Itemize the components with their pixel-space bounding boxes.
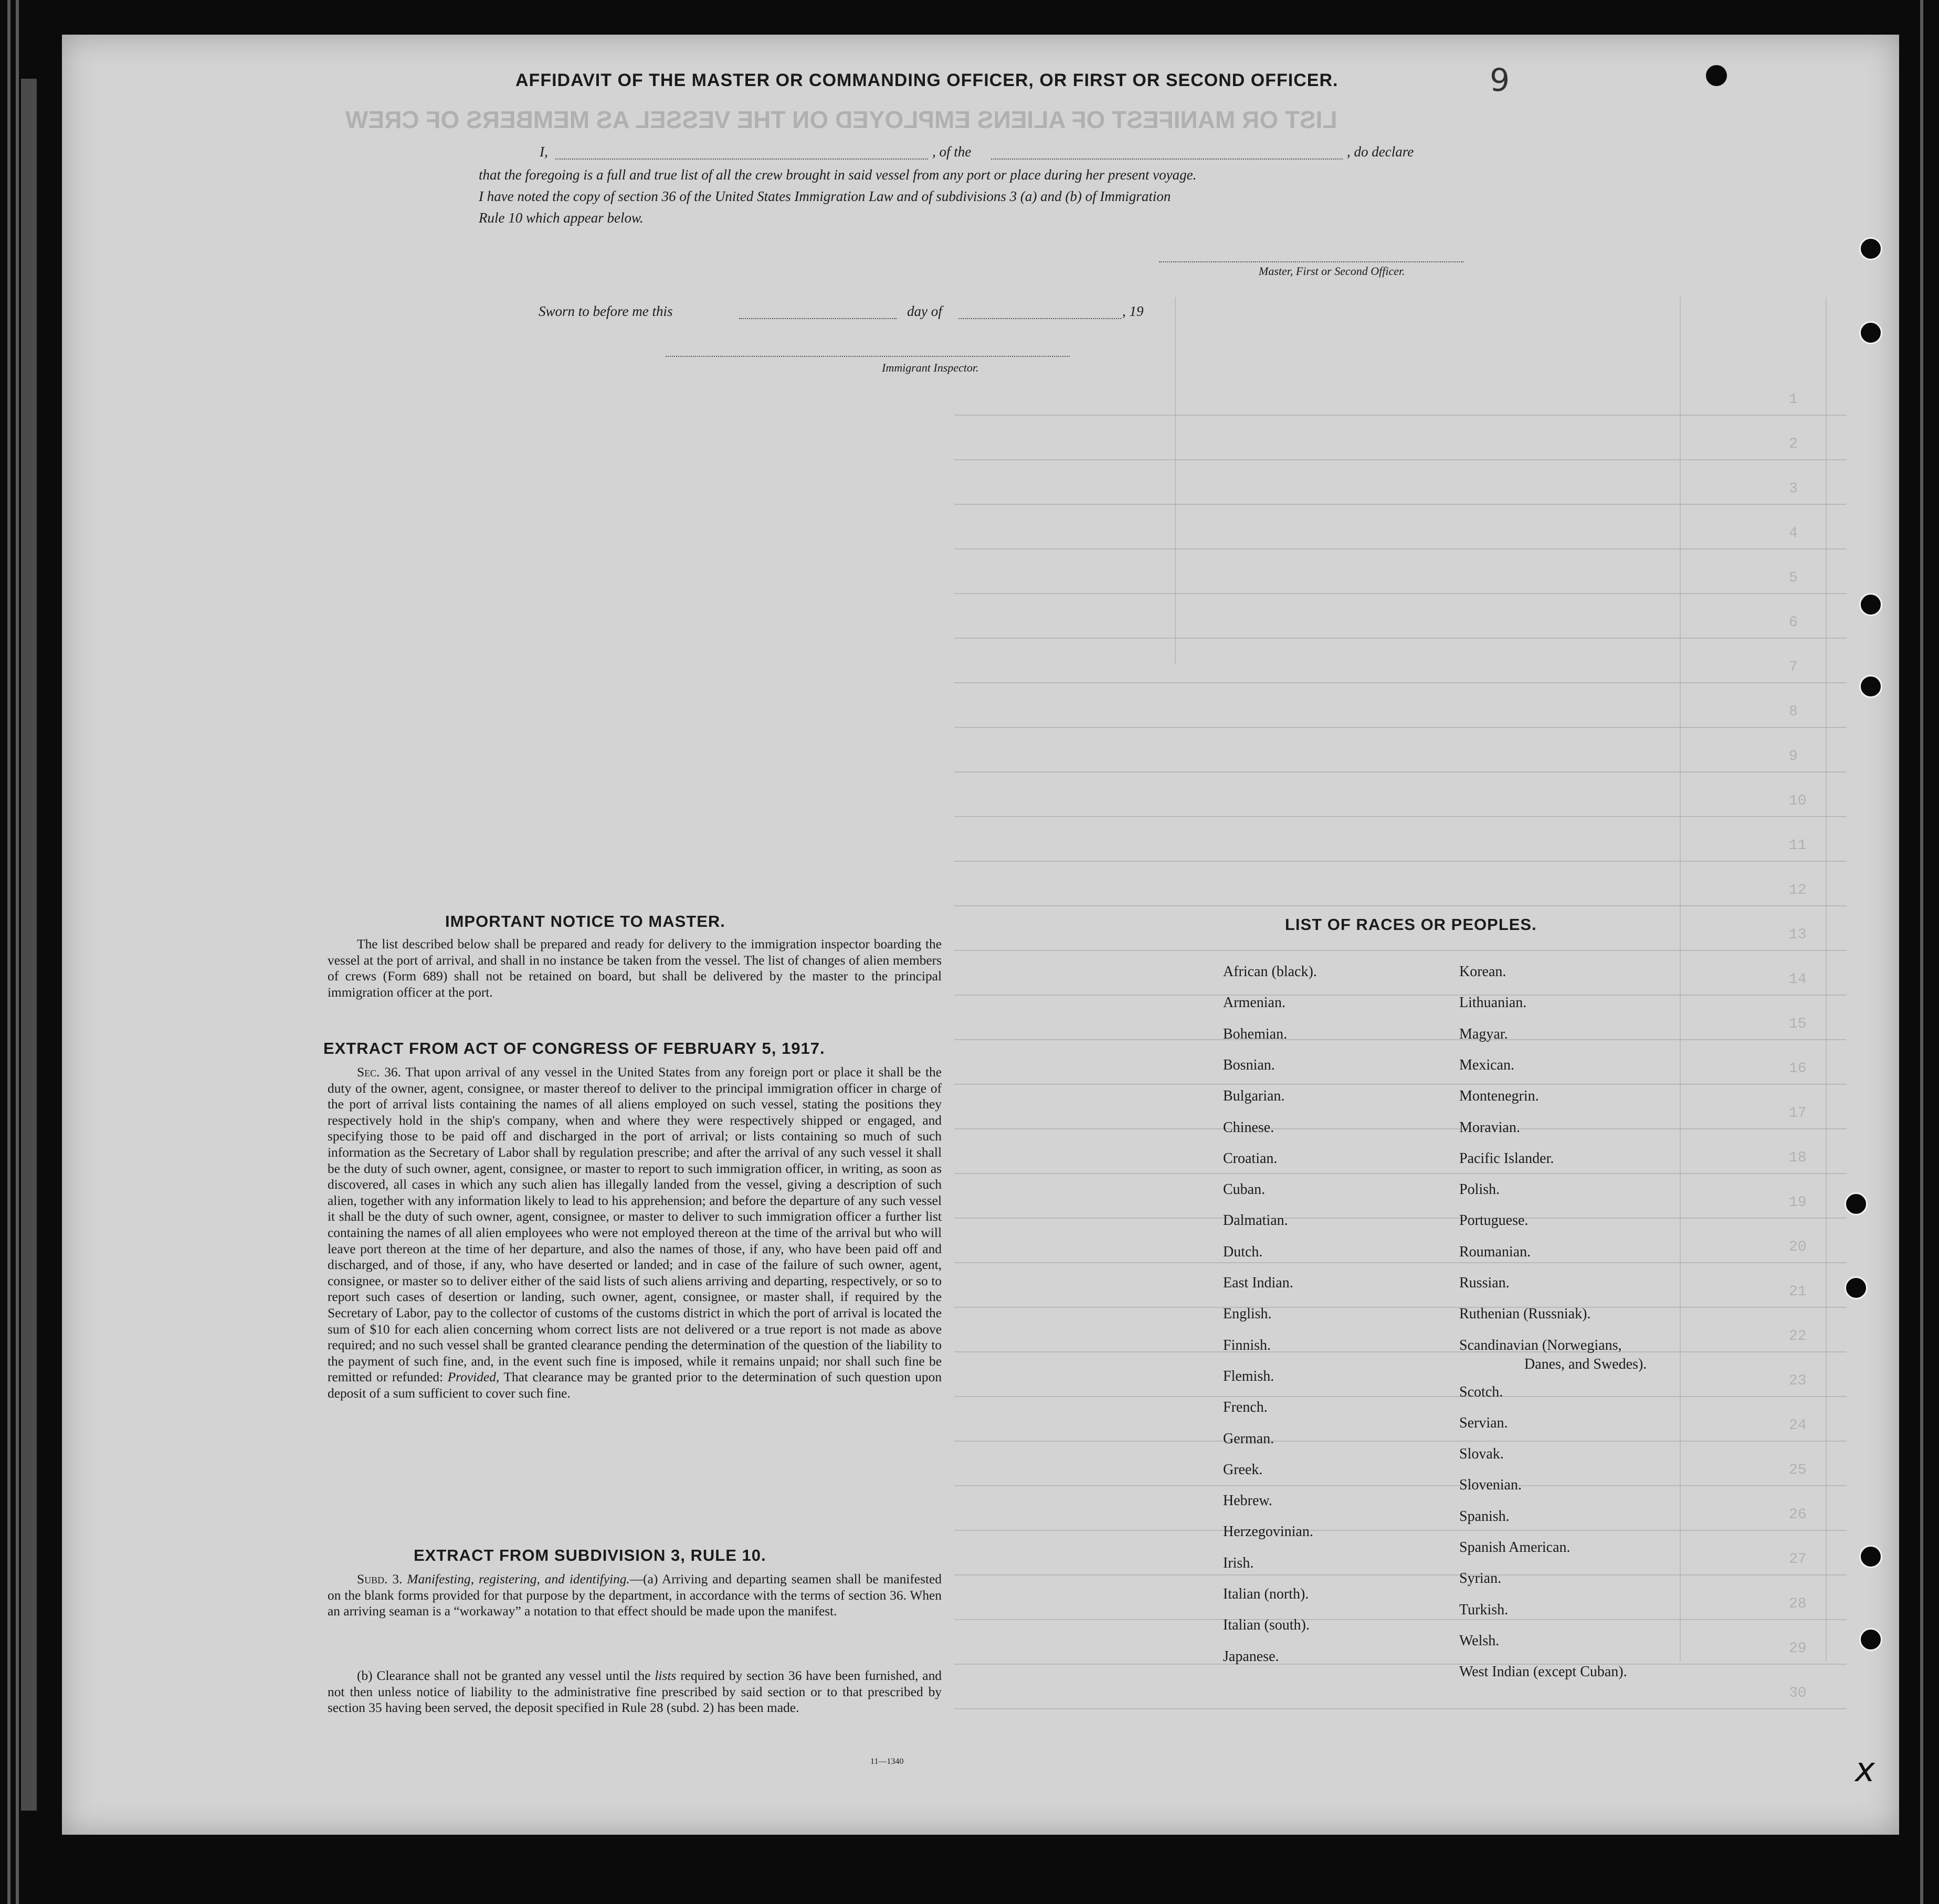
- bleed-through-rule: [954, 548, 1847, 549]
- manifest-page: [62, 35, 1899, 1835]
- bleed-through-row-number: 6: [1789, 615, 1798, 631]
- subdivision-b-text-end: required by section 36 have been furnished, and not then unless notice of liability to the administrative fine prescribed by said section or to that prescribed by section 35 having been served, the deposit specified in Rule 28 (subd. 2) has been made.: [328, 1668, 942, 1716]
- race-item: Irish.: [1223, 1554, 1254, 1571]
- bleed-through-row-number: 26: [1789, 1507, 1807, 1523]
- bleed-through-row-number: 20: [1789, 1239, 1807, 1255]
- bleed-through-row-number: 30: [1789, 1685, 1807, 1701]
- race-item: Bulgarian.: [1223, 1088, 1285, 1105]
- race-item: Scandinavian (Norwegians,: [1459, 1337, 1622, 1353]
- rule-extract-text-b: [328, 1668, 942, 1716]
- race-item: German.: [1223, 1430, 1274, 1447]
- race-item: Ruthenian (Russniak).: [1459, 1306, 1591, 1323]
- bleed-through-rule: [954, 1619, 1847, 1620]
- provided-label: Provided,: [447, 1370, 500, 1385]
- binder-hole: [1859, 237, 1882, 260]
- affidavit-line4: Rule 10 which appear below.: [479, 210, 644, 226]
- binder-hole: [1845, 1192, 1868, 1215]
- bleed-through-title: LIST OR MANIFEST OF ALIENS EMPLOYED ON THE VESSEL AS MEMBERS OF CREW: [345, 106, 1337, 133]
- bleed-through-row-number: 18: [1789, 1150, 1807, 1166]
- bleed-through-rule: [954, 1664, 1847, 1665]
- inspector-signature-label: Immigrant Inspector.: [882, 361, 979, 374]
- form-number: 11—1340: [870, 1757, 904, 1766]
- bleed-through-rule: [954, 905, 1847, 906]
- bleed-through-row-number: 28: [1789, 1596, 1807, 1612]
- punch-mark-icon: [1706, 65, 1727, 86]
- bleed-through-row-number: 5: [1789, 570, 1798, 586]
- sworn-month-field[interactable]: [958, 318, 1121, 319]
- bleed-through-row-number: 27: [1789, 1551, 1807, 1568]
- bleed-through-rule: [954, 816, 1847, 817]
- race-item: Japanese.: [1223, 1648, 1279, 1665]
- race-item: Portuguese.: [1459, 1212, 1529, 1229]
- bleed-through-rule: [954, 504, 1847, 505]
- bleed-through-rule: [954, 1128, 1847, 1129]
- race-item: Lithuanian.: [1459, 995, 1527, 1011]
- race-item: Moravian.: [1459, 1119, 1520, 1136]
- affidavit-line3: I have noted the copy of section 36 of the United States Immigration Law and of subdivisions 3 (a) and (b) of Immigration: [479, 188, 1171, 204]
- race-item: Mexican.: [1459, 1056, 1514, 1073]
- race-item: English.: [1223, 1306, 1272, 1323]
- section-36-text: That upon arrival of any vessel in the United States from any foreign port or place it shall be the duty of the owner, agent, consignee, or master thereof to deliver to the principal immigration officer in charge of the port of arrival lists containing the names of all aliens employed on such vessel, stating the positions they respectively hold in the ship's company, when and where they were respectively shipped or engaged, and specifying those to be paid off and discharged in the port of arrival; or lists containing so much of such information as the Secretary of Labor shall by regulation prescribe; and after the arrival of any such vessel it shall be the duty of such owner, agent, consignee, or master to report to such immigration officer, in writing, as soon as discovered, all cases in which any such alien has illegally landed from the vessel, giving a description of such alien, together with any information likely to lead to his apprehension; and before the departure of any such vessel it shall be the duty of such owner, agent, consignee, or master to deliver to such immigration officer a further list containing the names of all alien employees who were not employed thereon at the time of the arrival but who will leave port thereon at the time of her departure, and also the names of those, if any, who have been paid off and discharged, and of those, if any, who have deserted or landed; and in case of the failure of such owner, agent, consignee, or master so to deliver either of the said lists of such aliens arriving and departing, respectively, or so to report such cases of desertion or landing, such owner, agent, consignee, or master shall, if required by the Secretary of Labor, pay to the collector of customs of the customs district in which the port of arrival is located the sum of $10 for each alien concerning whom correct lists are not delivered or a true report is not made as above required; and no such vessel shall be granted clearance pending the determination of the question of the liability to the payment of such fine, and, in the event such fine is imposed, while it remains unpaid; nor shall such fine be remitted or refunded:: [328, 1065, 942, 1385]
- bleed-through-rule: [954, 593, 1847, 594]
- race-item: Dalmatian.: [1223, 1212, 1288, 1229]
- race-item: Finnish.: [1223, 1337, 1271, 1353]
- bleed-through-rule: [954, 1708, 1847, 1709]
- bleed-through-column-rule: [1175, 297, 1176, 664]
- race-item: Slovenian.: [1459, 1477, 1522, 1494]
- race-item: Dutch.: [1223, 1243, 1263, 1260]
- bleed-through-row-number: 23: [1789, 1373, 1807, 1389]
- bleed-through-rule: [954, 727, 1847, 728]
- handwritten-page-number: 9: [1490, 62, 1510, 99]
- binder-hole: [1859, 1545, 1882, 1568]
- bleed-through-rule: [954, 638, 1847, 639]
- bleed-through-row-number: 10: [1789, 793, 1807, 809]
- bleed-through-rule: [954, 995, 1847, 996]
- race-item: Turkish.: [1459, 1601, 1509, 1618]
- race-item: East Indian.: [1223, 1275, 1293, 1291]
- race-item: Korean.: [1459, 964, 1506, 980]
- subdivision-label: Subd. 3.: [357, 1572, 403, 1586]
- paper-edge-shadow: [21, 79, 37, 1811]
- bleed-through-row-number: 4: [1789, 525, 1798, 542]
- bleed-through-row-number: 19: [1789, 1194, 1807, 1211]
- bleed-through-row-number: 21: [1789, 1284, 1807, 1300]
- bleed-through-rule: [954, 1485, 1847, 1486]
- bleed-through-column-rule: [1680, 297, 1681, 1662]
- bleed-through-rule: [954, 1039, 1847, 1040]
- notice-text: The list described below shall be prepared and ready for delivery to the immigration inspector boarding the vessel at the port of arrival, and shall in no instance be taken from the vessel. The list of changes of alien members of crews (Form 689) shall not be retained on board, but shall be delivered by the master to the principal immigration officer at the port.: [328, 937, 942, 1000]
- bleed-through-row-number: 16: [1789, 1061, 1807, 1077]
- race-item: Herzegovinian.: [1223, 1524, 1313, 1540]
- bleed-through-row-number: 2: [1789, 436, 1798, 452]
- bleed-through-row-number: 25: [1789, 1462, 1807, 1478]
- act-extract-text: [328, 1064, 942, 1401]
- race-item: Bohemian.: [1223, 1025, 1288, 1042]
- bleed-through-rule: [954, 1351, 1847, 1352]
- bleed-through-row-number: 17: [1789, 1105, 1807, 1122]
- bleed-through-rule: [954, 1262, 1847, 1263]
- bleed-through-rule: [954, 1218, 1847, 1219]
- subdivision-b-text: (b) Clearance shall not be granted any vessel until the: [357, 1668, 651, 1683]
- inspector-signature-field[interactable]: [666, 356, 1070, 357]
- race-item: Armenian.: [1223, 995, 1285, 1011]
- lists-italic: lists: [655, 1668, 677, 1683]
- race-item: African (black).: [1223, 964, 1317, 980]
- rule-extract-text-a: [328, 1571, 942, 1620]
- bleed-through-rule: [954, 861, 1847, 862]
- race-item: Scotch.: [1459, 1383, 1503, 1400]
- binder-hole: [1859, 321, 1882, 344]
- race-item: Chinese.: [1223, 1119, 1274, 1136]
- bleed-through-row-number: 1: [1789, 392, 1798, 408]
- bleed-through-row-number: 22: [1789, 1328, 1807, 1345]
- binder-hole: [1859, 675, 1882, 698]
- race-item: Magyar.: [1459, 1025, 1508, 1042]
- section-label: Sec. 36.: [357, 1065, 401, 1080]
- affidavit-title: AFFIDAVIT OF THE MASTER OR COMMANDING OFFICER, OR FIRST OR SECOND OFFICER.: [515, 70, 1339, 90]
- race-item: West Indian (except Cuban).: [1459, 1664, 1627, 1680]
- race-item: Italian (north).: [1223, 1586, 1309, 1602]
- rule-extract-title: EXTRACT FROM SUBDIVISION 3, RULE 10.: [414, 1546, 766, 1564]
- bleed-through-rule: [954, 459, 1847, 460]
- race-item: Greek.: [1223, 1461, 1263, 1478]
- race-item: Servian.: [1459, 1414, 1508, 1431]
- race-item: Spanish.: [1459, 1508, 1510, 1525]
- bleed-through-row-number: 9: [1789, 748, 1798, 765]
- race-item-continuation: Danes, and Swedes).: [1524, 1356, 1647, 1372]
- race-item: Italian (south).: [1223, 1617, 1310, 1634]
- bleed-through-rule: [954, 1307, 1847, 1308]
- race-item: Roumanian.: [1459, 1243, 1531, 1260]
- bleed-through-rule: [954, 771, 1847, 773]
- bleed-through-rule: [954, 1441, 1847, 1442]
- subdivision-a-text: —(a) Arriving and departing seamen shall be manifested on the blank forms provided for that purpose by the department, in accordance with the terms of section 36. When an arriving seaman is a “workaway” a notation to that effect should be made upon the manifest.: [328, 1572, 942, 1619]
- bleed-through-row-number: 29: [1789, 1641, 1807, 1657]
- affidavit-line1-end: , do declare: [1347, 144, 1414, 160]
- affidavit-line1-start: I,: [540, 144, 548, 160]
- bleed-through-row-number: 15: [1789, 1016, 1807, 1032]
- binder-hole: [1859, 1628, 1882, 1651]
- bleed-through-row-number: 11: [1789, 838, 1807, 854]
- affidavit-line1-mid: , of the: [932, 144, 972, 160]
- sworn-day-field[interactable]: [739, 318, 897, 319]
- master-signature-label: Master, First or Second Officer.: [1259, 265, 1405, 278]
- bleed-through-rule: [954, 1173, 1847, 1174]
- bleed-through-row-number: 14: [1789, 971, 1807, 988]
- sworn-text: Sworn to before me this: [539, 303, 673, 319]
- bleed-through-rule: [954, 682, 1847, 683]
- race-item: Polish.: [1459, 1181, 1500, 1198]
- bleed-through-rule: [954, 1396, 1847, 1397]
- sworn-year: , 19: [1122, 303, 1144, 319]
- sworn-day-of: day of: [907, 303, 942, 319]
- race-item: Syrian.: [1459, 1570, 1502, 1587]
- bleed-through-rule: [954, 1084, 1847, 1085]
- bleed-through-row-number: 24: [1789, 1418, 1807, 1434]
- vessel-name-field[interactable]: [991, 158, 1343, 160]
- race-item: Pacific Islander.: [1459, 1150, 1554, 1167]
- binder-hole: [1845, 1276, 1868, 1299]
- bleed-through-rule: [954, 950, 1847, 951]
- notice-title: IMPORTANT NOTICE TO MASTER.: [445, 912, 725, 930]
- race-item: Hebrew.: [1223, 1493, 1272, 1509]
- race-item: Russian.: [1459, 1275, 1510, 1291]
- bleed-through-rule: [954, 415, 1847, 416]
- bleed-through-rule: [954, 1574, 1847, 1575]
- race-item: Welsh.: [1459, 1632, 1500, 1649]
- race-item: Spanish American.: [1459, 1539, 1571, 1556]
- act-extract-title: EXTRACT FROM ACT OF CONGRESS OF FEBRUARY 5, 1917.: [323, 1039, 825, 1057]
- bleed-through-row-number: 13: [1789, 927, 1807, 943]
- binder-hole: [1859, 593, 1882, 616]
- subdivision-heading: Manifesting, registering, and identifying.: [407, 1572, 630, 1586]
- race-item: Cuban.: [1223, 1181, 1266, 1198]
- race-item: Montenegrin.: [1459, 1088, 1539, 1105]
- bleed-through-row-number: 3: [1789, 481, 1798, 497]
- bleed-through-rule: [954, 1530, 1847, 1531]
- section-36-text-end: That clearance may be granted prior to the determination of such question upon deposit of a sum sufficient to cover such fine.: [328, 1370, 942, 1401]
- handwritten-check-mark: x: [1855, 1751, 1875, 1790]
- race-item: Flemish.: [1223, 1368, 1274, 1384]
- master-signature-field[interactable]: [1159, 261, 1463, 262]
- races-title: LIST OF RACES OR PEOPLES.: [1285, 915, 1537, 934]
- race-item: Bosnian.: [1223, 1056, 1275, 1073]
- race-item: Croatian.: [1223, 1150, 1278, 1167]
- bleed-through-row-number: 8: [1789, 704, 1798, 720]
- affidavit-line2: that the foregoing is a full and true list of all the crew brought in said vessel from any port or place during her present voyage.: [479, 167, 1197, 183]
- master-name-field[interactable]: [555, 158, 928, 160]
- bleed-through-column-rule: [1826, 297, 1827, 1662]
- bleed-through-row-number: 12: [1789, 882, 1807, 898]
- race-item: French.: [1223, 1399, 1268, 1416]
- race-item: Slovak.: [1459, 1446, 1504, 1463]
- bleed-through-row-number: 7: [1789, 659, 1798, 675]
